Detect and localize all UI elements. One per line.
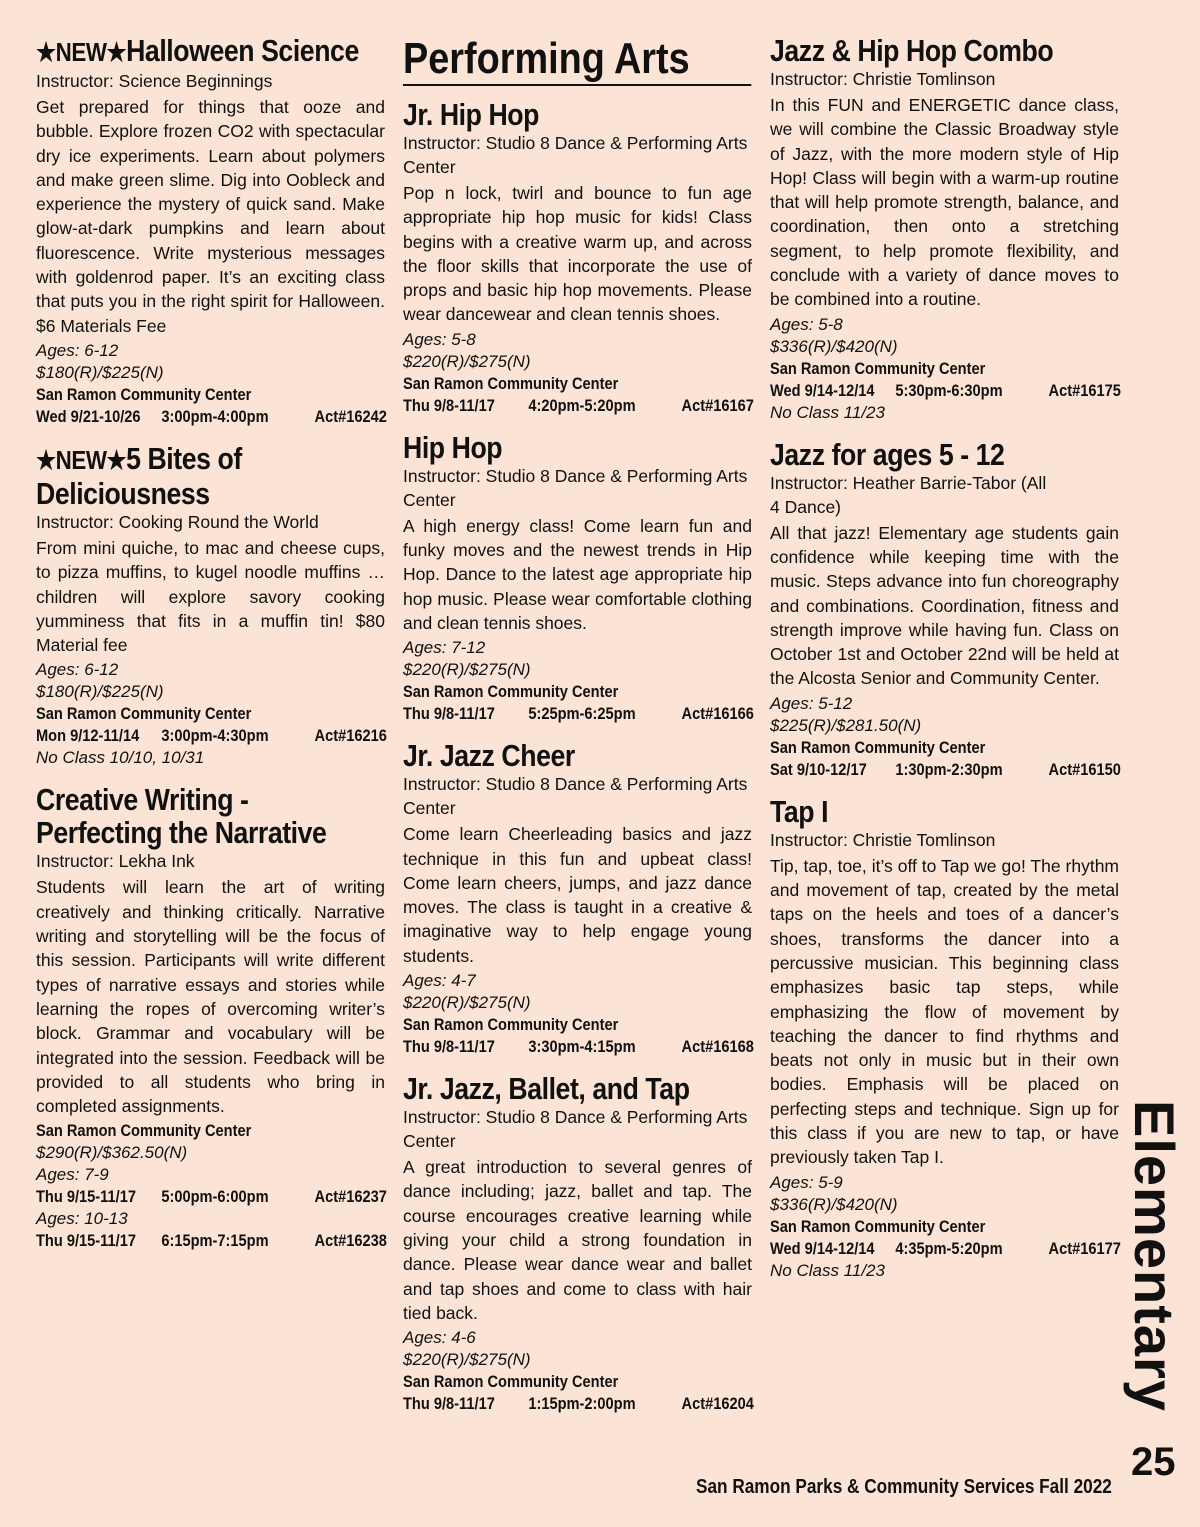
course-halloween-science <box>36 34 385 428</box>
course-jr-jazz-cheer <box>403 739 752 1058</box>
ages: Ages: 7-12 <box>403 638 486 658</box>
instructor: Instructor: Lekha Ink <box>36 851 195 872</box>
fee: $180(R)/$225(N) <box>36 362 164 382</box>
location: San Ramon Community Center <box>770 358 986 378</box>
days: Wed 9/14-12/14 <box>770 1238 875 1258</box>
description: A great introduction to several genres of dance including; jazz, ballet and tap. The course encourages creative learning while giving your child a strong foundation in dance. Please wear dance wear and ballet and tap shoes and come to class with hair tied back. <box>403 1157 752 1323</box>
instructor: Instructor: Studio 8 Dance & Performing Arts Center <box>403 774 748 819</box>
time: 1:30pm-2:30pm <box>895 759 1003 779</box>
time: 4:20pm-5:20pm <box>528 395 636 415</box>
course-creative-writing <box>36 783 385 1252</box>
description: Tip, tap, toe, it’s off to Tap we go! The rhythm and movement of tap, created by the metal taps on the heels and toes of a dancer’s shoes, transforms the dancer into a percussive musician. This beginning class emphasizes basic tap steps, while emphasizing the flow of movement by teaching the dancer to find rhythms and beats not only in music but in their own bodies. Emphasis will be placed on perfecting steps and technique. Sign up for this class if you are new to tap, or have previously taken Tap I. <box>770 855 1119 1168</box>
course-jazz-hip-hop-combo <box>770 34 1119 424</box>
schedule <box>403 1036 754 1058</box>
instructor: Instructor: Christie Tomlinson <box>770 69 996 89</box>
time: 6:15pm-7:15pm <box>161 1231 269 1251</box>
schedule <box>770 759 1121 781</box>
days: Thu 9/15-11/17 <box>36 1187 136 1207</box>
instructor: Instructor: Studio 8 Dance & Performing Arts Center <box>403 133 748 177</box>
course-title: ★NEW★5 Bites of Deliciousness <box>36 440 242 511</box>
time: 5:00pm-6:00pm <box>161 1187 269 1207</box>
description: From mini quiche, to mac and cheese cups, to pizza muffins, to kugel noodle muffins …children will explore savory cooking yumminess that fits in a muffin tin! $80 Material fee <box>36 537 385 656</box>
description: In this FUN and ENERGETIC dance class, we will combine the Classic Broadway style of Jazz, with the more modern style of Hip Hop! Class will begin with a warm-up routine that will help promote strength, balance, and coordination, then onto a stretching segment, to help promote flexibility, and conclude with a variety of dance moves to be combined into a routine. <box>770 95 1119 310</box>
location: San Ramon Community Center <box>403 373 619 393</box>
location: San Ramon Community Center <box>403 1372 619 1392</box>
location: San Ramon Community Center <box>403 682 619 702</box>
time: 5:25pm-6:25pm <box>528 704 636 724</box>
activity-number: Act#16175 <box>1048 380 1121 400</box>
new-badge: ★NEW★ <box>36 37 127 67</box>
fee: $290(R)/$362.50(N) <box>36 1143 188 1163</box>
time: 5:30pm-6:30pm <box>895 380 1003 400</box>
description: Pop n lock, twirl and bounce to fun age appropriate hip hop music for kids! Class begins with a creative warm up, and across the floor skills that incorporate the use of props and basic hip hop movements. Please wear dancewear and clean tennis shoes. <box>403 183 752 325</box>
instructor: Instructor: Studio 8 Dance & Performing Arts Center <box>403 465 748 510</box>
course-title: ★NEW★Halloween Science <box>36 33 359 68</box>
course-tap-1 <box>770 795 1119 1282</box>
description: Students will learn the art of writing creatively and thinking critically. Narrative writing and storytelling will be the focus of this session. Participants will write different types of narrative essays and stories while learning the ropes of overcoming writer’s block. Grammar and vocabulary will be integrated into the session. Feedback will be provided to all students who bring in completed assignments. <box>36 877 385 1117</box>
schedule <box>770 1238 1121 1260</box>
course-5-bites <box>36 442 385 769</box>
time: 4:35pm-5:20pm <box>895 1238 1003 1258</box>
ages: Ages: 5-12 <box>770 693 853 713</box>
activity-number: Act#16238 <box>314 1231 387 1251</box>
location: San Ramon Community Center <box>36 704 252 724</box>
description: A high energy class! Come learn fun and funky moves and the newest trends in Hip Hop. Dance to the latest age appropriate hip hop music. Please wear comfortable clothing and clean tennis shoes. <box>403 515 752 633</box>
location: San Ramon Community Center <box>36 384 252 404</box>
course-hip-hop <box>403 431 752 725</box>
ages: Ages: 5-8 <box>770 314 843 334</box>
description: Come learn Cheerleading basics and jazz technique in this fun and upbeat class! Come learn cheers, jumps, and jazz dance moves. The class is taught in a creative & imaginative way to help engage young students. <box>403 824 752 966</box>
location: San Ramon Community Center <box>770 1216 986 1236</box>
activity-number: Act#16168 <box>681 1037 754 1057</box>
page-number: 25 <box>1131 1440 1176 1484</box>
course-title: Jr. Jazz Cheer <box>403 738 575 774</box>
course-title: Creative Writing - Perfecting the Narrative <box>36 782 327 851</box>
fee: $336(R)/$420(N) <box>770 1194 898 1214</box>
activity-number: Act#16177 <box>1048 1238 1121 1258</box>
course-title: Jazz for ages 5 - 12 <box>770 436 1005 472</box>
fee: $220(R)/$275(N) <box>403 1350 531 1370</box>
course-title: Tap I <box>770 793 829 829</box>
instructor: Instructor: Science Beginnings <box>36 71 273 91</box>
footer: San Ramon Parks & Community Services Fall 2022 <box>696 1476 1112 1498</box>
course-title: Jr. Hip Hop <box>403 97 540 132</box>
activity-number: Act#16167 <box>681 395 754 415</box>
course-jr-hip-hop <box>403 98 752 417</box>
column-1 <box>36 34 385 1266</box>
ages: Ages: 7-9 <box>36 1165 109 1185</box>
days: Sat 9/10-12/17 <box>770 759 867 779</box>
ages: Ages: 6-12 <box>36 660 119 680</box>
new-badge: ★NEW★ <box>36 444 127 475</box>
time: 3:00pm-4:00pm <box>161 406 269 426</box>
course-title: Jazz & Hip Hop Combo <box>770 33 1054 68</box>
ages: Ages: 6-12 <box>36 340 119 360</box>
days: Thu 9/8-11/17 <box>403 1037 495 1057</box>
instructor: Instructor: Studio 8 Dance & Performing Arts Center <box>403 1107 748 1152</box>
instructor: Instructor: Christie Tomlinson <box>770 829 996 850</box>
course-jazz-5-12 <box>770 438 1119 781</box>
fee: $220(R)/$275(N) <box>403 660 531 680</box>
days: Mon 9/12-11/14 <box>36 726 140 746</box>
note: No Class 11/23 <box>770 402 885 422</box>
activity-number: Act#16242 <box>314 406 387 426</box>
side-label: Elementary <box>1123 1100 1186 1412</box>
instructor: Instructor: Heather Barrie-Tabor (All 4 Dance) <box>770 472 1047 517</box>
column-2 <box>403 34 752 1429</box>
activity-number: Act#16216 <box>314 726 387 746</box>
activity-number: Act#16204 <box>681 1394 754 1414</box>
column-3 <box>770 34 1119 1296</box>
fee: $225(R)/$281.50(N) <box>770 715 922 735</box>
section-title: Performing Arts <box>403 34 751 86</box>
course-title: Jr. Jazz, Ballet, and Tap <box>403 1071 690 1107</box>
time: 1:15pm-2:00pm <box>528 1394 636 1414</box>
note: No Class 10/10, 10/31 <box>36 748 205 768</box>
time: 3:00pm-4:30pm <box>161 726 269 746</box>
ages: Ages: 4-7 <box>403 971 476 991</box>
description: Get prepared for things that ooze and bubble. Explore frozen CO2 with spectacular dry ice experiments. Learn about polymers and make green slime. Dig into Oobleck and experience the mystery of quick sand. Make glow-at-dark pumpkins and learn about fluorescence. Write mysterious messages with goldenrod paper. It’s an exciting class that puts you in the right spirit for Halloween. $6 Materials Fee <box>36 97 385 336</box>
days: Wed 9/14-12/14 <box>770 380 875 400</box>
schedule <box>36 406 387 428</box>
activity-number: Act#16237 <box>314 1187 387 1207</box>
activity-number: Act#16150 <box>1048 759 1121 779</box>
location: San Ramon Community Center <box>36 1121 252 1141</box>
schedule <box>403 703 754 725</box>
fee: $220(R)/$275(N) <box>403 993 531 1013</box>
schedule <box>36 1186 387 1208</box>
schedule <box>36 725 387 747</box>
ages: Ages: 4-6 <box>403 1328 476 1348</box>
days: Wed 9/21-10/26 <box>36 406 141 426</box>
fee: $180(R)/$225(N) <box>36 682 164 702</box>
schedule <box>36 1230 387 1252</box>
days: Thu 9/15-11/17 <box>36 1231 136 1251</box>
course-jr-jazz-ballet-tap <box>403 1072 752 1415</box>
ages: Ages: 5-8 <box>403 329 476 349</box>
days: Thu 9/8-11/17 <box>403 704 495 724</box>
note: No Class 11/23 <box>770 1260 885 1280</box>
ages: Ages: 5-9 <box>770 1172 843 1192</box>
location: San Ramon Community Center <box>403 1015 619 1035</box>
schedule <box>403 1393 754 1415</box>
fee: $336(R)/$420(N) <box>770 336 898 356</box>
description: All that jazz! Elementary age students gain confidence while keeping time with the music. Steps advance into fun choreography and combinations. Coordination, fitness and strength improve while having fun. Class on October 1st and October 22nd will be held at the Alcosta Senior and Community Center. <box>770 522 1119 689</box>
days: Thu 9/8-11/17 <box>403 1394 495 1414</box>
days: Thu 9/8-11/17 <box>403 395 495 415</box>
activity-number: Act#16166 <box>681 704 754 724</box>
fee: $220(R)/$275(N) <box>403 351 531 371</box>
course-title: Hip Hop <box>403 429 503 465</box>
schedule <box>770 380 1121 402</box>
location: San Ramon Community Center <box>770 737 986 757</box>
ages: Ages: 10-13 <box>36 1209 128 1229</box>
instructor: Instructor: Cooking Round the World <box>36 511 319 532</box>
time: 3:30pm-4:15pm <box>528 1037 636 1057</box>
schedule <box>403 395 754 417</box>
